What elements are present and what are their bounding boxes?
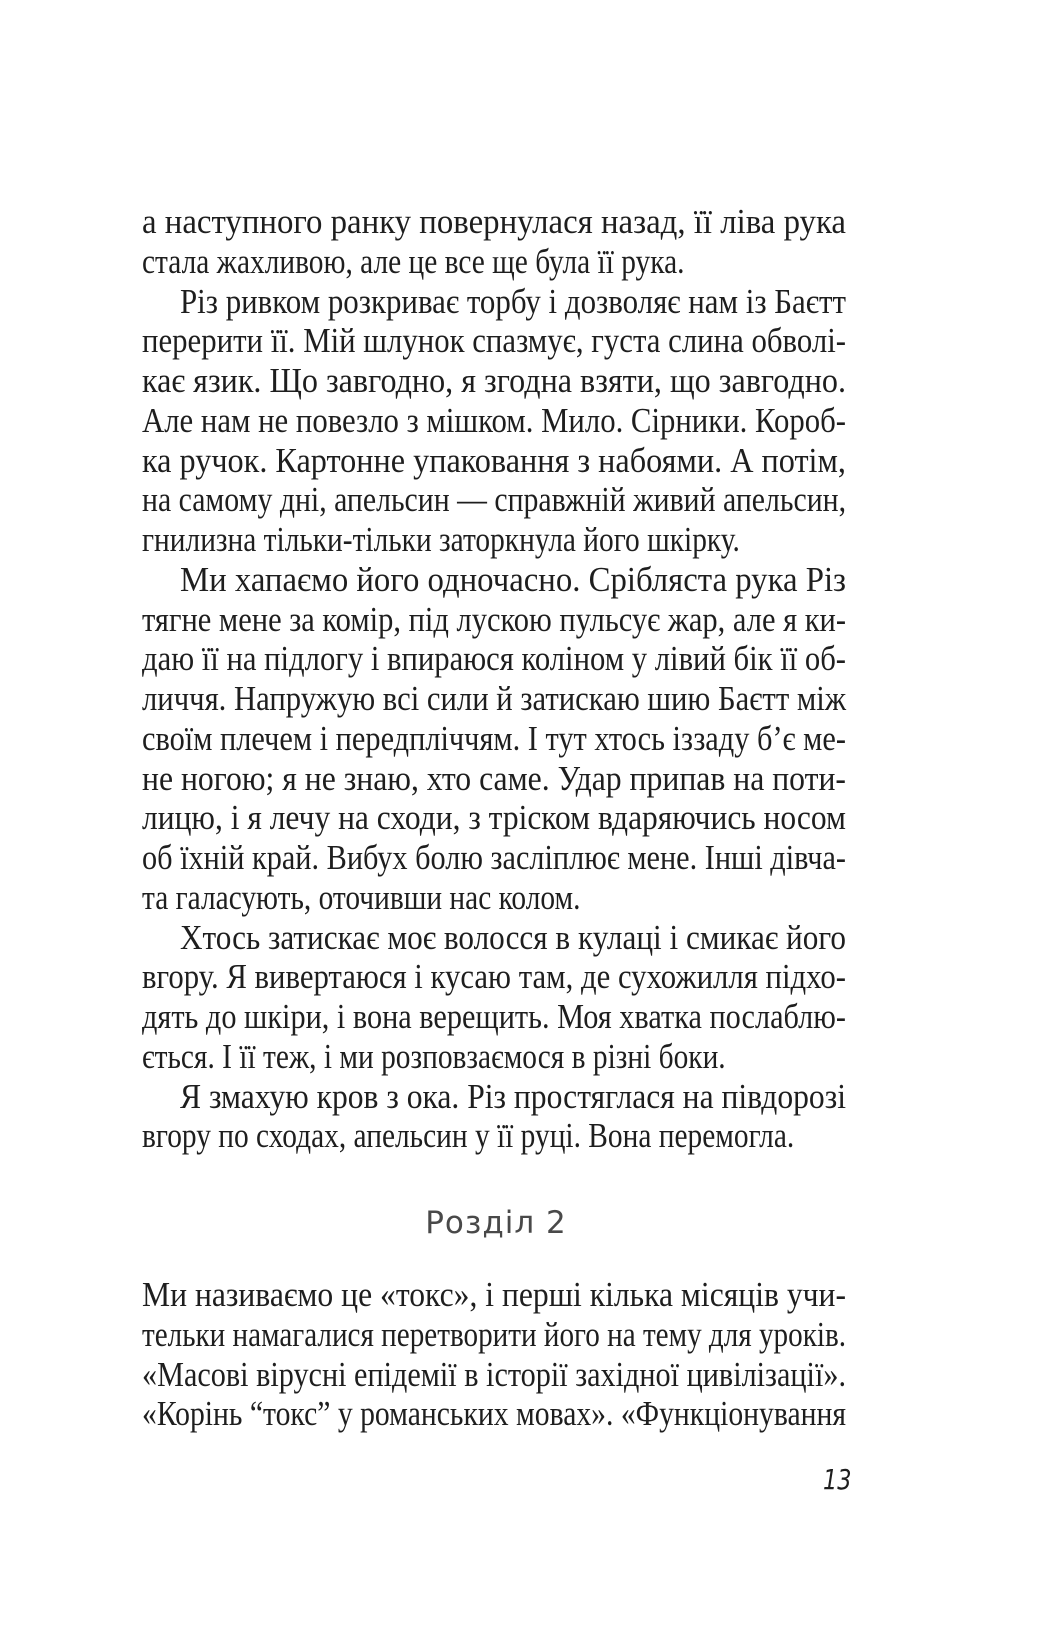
text-line-content: гнилизна тільки-тільки заторкнула його шкірку. (142, 520, 740, 559)
text-line (142, 202, 846, 242)
text-line (142, 401, 846, 441)
text-line (142, 1037, 846, 1077)
text-line-content: своїм плечем і передпліччям. І тут хтось іззаду б’є ме- (142, 718, 846, 758)
text-line-content: вгору. Я вивертаюся і кусаю там, де сухожилля підхо- (142, 957, 846, 997)
text-line-content: ка ручок. Картонне упаковання з набоями. А потім, (142, 440, 846, 480)
text-line-content: вгору по сходах, апельсин у її руці. Вона перемогла. (142, 1116, 795, 1156)
text-line (142, 441, 846, 481)
text-line (142, 759, 846, 799)
body-text-section-1 (142, 202, 846, 1156)
text-line-content: Різ ривком розкриває торбу і дозволяє нам із Баєтт (180, 281, 847, 321)
chapter-heading (0, 1205, 1040, 1241)
text-line (142, 957, 846, 997)
text-line (142, 997, 846, 1037)
text-line (142, 1077, 846, 1117)
page-number: 13 (823, 1463, 852, 1496)
text-line (142, 679, 846, 719)
text-line-content: Ми хапаємо його одночасно. Срібляста рука Різ (180, 559, 847, 599)
text-line (142, 719, 846, 759)
text-line (142, 838, 846, 878)
text-line (142, 480, 846, 520)
text-line-content: на самому дні, апельсин — справжній живий апельсин, (142, 480, 847, 520)
text-line (142, 878, 846, 918)
text-line (142, 560, 846, 600)
text-line-content: тягне мене за комір, під лускою пульсує жар, але я ки- (142, 599, 847, 639)
text-line (142, 798, 846, 838)
text-line-content: личчя. Напружую всі сили й затискаю шию Баєтт між (142, 679, 847, 718)
text-line-content: дять до шкіри, і вона верещить. Моя хватка послаблю- (142, 997, 846, 1036)
text-line (142, 1394, 846, 1434)
chapter-heading-text: Розділ 2 (425, 1205, 567, 1241)
text-line-content: ється. І її теж, і ми розповзаємося в різні боки. (142, 1036, 726, 1076)
text-line (142, 1116, 846, 1156)
text-line-content: перерити її. Мій шлунок спазмує, густа слина обволі- (142, 321, 847, 361)
text-line-content: а наступного ранку повернулася назад, її ліва рука (142, 202, 846, 241)
text-line-content: тельки намагалися перетворити його на тему для уроків. (142, 1314, 847, 1354)
text-line-content: «Корінь “токс” у романських мовах». «Функціонування (142, 1394, 847, 1434)
text-line-content: лицю, і я лечу на сходи, з тріском вдаряючись носом (142, 798, 846, 838)
text-line (142, 321, 846, 361)
text-line-content: об їхній край. Вибух болю засліплює мене. Інші дівча- (142, 838, 847, 877)
text-line-content: стала жахливою, але це все ще була її рука. (142, 241, 685, 281)
text-line (142, 520, 846, 560)
text-line-content: Але нам не повезло з мішком. Мило. Сірники. Короб- (142, 400, 846, 440)
text-line (142, 1355, 846, 1395)
text-line-content: Ми називаємо це «токс», і перші кілька місяців учи- (142, 1275, 846, 1314)
body-text-section-2 (142, 1275, 846, 1434)
text-line (142, 282, 846, 322)
text-line (142, 600, 846, 640)
text-line (142, 918, 846, 958)
text-line (142, 1275, 846, 1315)
text-line-content: та галасують, оточивши нас колом. (142, 877, 581, 917)
text-line-content: Хтось затискає моє волосся в кулаці і смикає його (180, 917, 846, 957)
text-line (142, 1315, 846, 1355)
text-line-content: Я змахую кров з ока. Різ простяглася на півдорозі (180, 1076, 846, 1116)
text-line-content: не ногою; я не знаю, хто саме. Удар припав на поти- (142, 758, 846, 798)
text-line (142, 639, 846, 679)
text-line-content: кає язик. Що завгодно, я згодна взяти, що завгодно. (142, 361, 846, 400)
text-line (142, 242, 846, 282)
text-line-content: «Масові вірусні епідемії в історії західної цивілізації». (142, 1354, 846, 1394)
text-line (142, 361, 846, 401)
text-line-content: даю її на підлогу і впираюся коліном у лівий бік її об- (142, 639, 847, 679)
